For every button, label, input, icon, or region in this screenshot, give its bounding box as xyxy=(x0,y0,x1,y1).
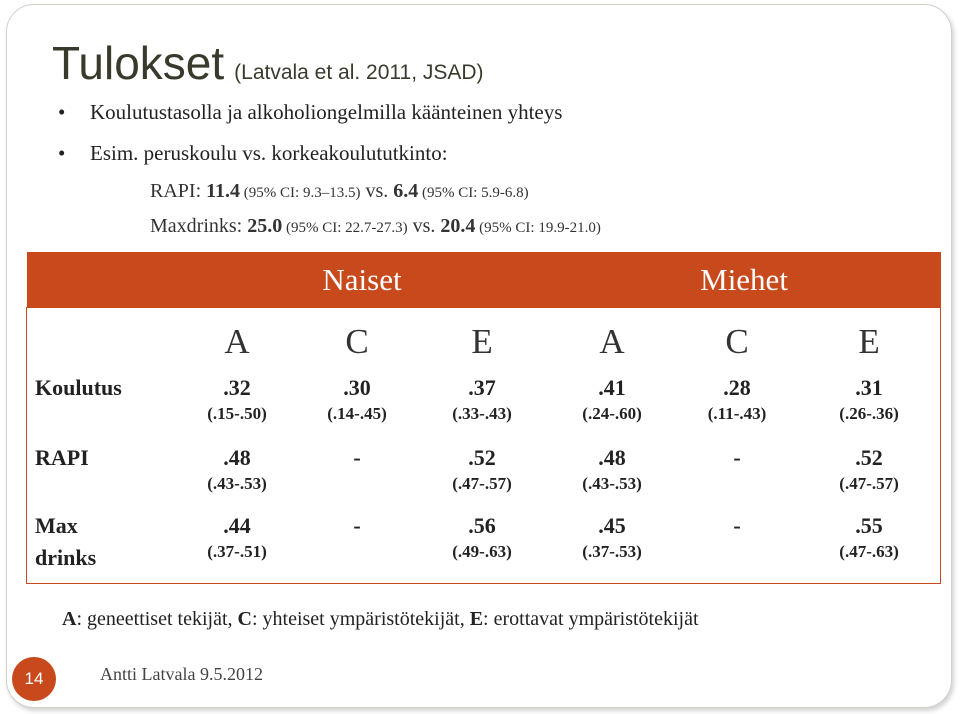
table-cell xyxy=(297,512,417,584)
footnote-text-a: : geneettiset tekijät, xyxy=(76,608,238,630)
footnote-text-c: : yhteiset ympäristötekijät, xyxy=(251,608,470,630)
row-label-text: RAPI xyxy=(35,445,89,470)
group-header-naiset: Naiset xyxy=(177,252,547,309)
cell-value: .52 xyxy=(855,445,883,470)
table-cell xyxy=(417,444,547,512)
cell-value: .44 xyxy=(223,513,251,538)
row-label xyxy=(27,374,177,444)
cell-ci: (.26-.36) xyxy=(839,404,899,423)
table-group-header-row xyxy=(27,252,941,309)
cell-value: .37 xyxy=(468,375,496,400)
footnote-key-e: E xyxy=(469,608,484,630)
bullet-dot-icon: • xyxy=(58,141,66,165)
table-cell xyxy=(797,444,941,512)
page-number: 14 xyxy=(24,669,44,688)
cell-ci: (.47-.57) xyxy=(452,474,512,493)
results-table xyxy=(27,252,941,584)
rapi-label: RAPI: xyxy=(150,180,207,202)
footnote-key-c: C xyxy=(237,608,252,630)
slide-title xyxy=(52,36,484,90)
cell-value: .45 xyxy=(598,513,626,538)
maxdrinks-label: Maxdrinks: xyxy=(150,215,248,237)
cell-ci: (.14-.45) xyxy=(327,404,387,423)
cell-value: .56 xyxy=(468,513,496,538)
cell-ci: (.15-.50) xyxy=(207,404,267,423)
cell-ci: (.47-.57) xyxy=(839,474,899,493)
row-label-text: Max xyxy=(35,513,78,538)
cell-ci: (.37-.51) xyxy=(207,542,267,561)
cell-value: .31 xyxy=(855,375,883,400)
table-cell xyxy=(177,512,297,584)
cell-value: - xyxy=(733,513,741,538)
cell-value: .30 xyxy=(343,375,371,400)
maxdrinks-ci-2: (95% CI: 19.9-21.0) xyxy=(475,220,601,236)
table-cell xyxy=(417,374,547,444)
rapi-ci-1: (95% CI: 9.3–13.5) xyxy=(240,185,361,201)
table-cell xyxy=(297,374,417,444)
cell-value: .48 xyxy=(598,445,626,470)
column-header: A xyxy=(547,309,677,374)
table-cell xyxy=(417,512,547,584)
cell-value: .41 xyxy=(598,375,626,400)
footnote-key-a: A xyxy=(62,608,77,630)
table-cell xyxy=(797,374,941,444)
cell-ci: (.49-.63) xyxy=(452,542,512,561)
author-footer: Antti Latvala 9.5.2012 xyxy=(100,664,263,684)
table-cell xyxy=(177,374,297,444)
page-number-badge xyxy=(12,657,56,701)
table-cell xyxy=(797,512,941,584)
rapi-value-2: 6.4 xyxy=(393,180,419,202)
table-cell xyxy=(297,444,417,512)
table-column-header-row xyxy=(27,309,941,374)
cell-ci: (.11-.43) xyxy=(707,404,767,423)
column-header: E xyxy=(417,309,547,374)
title-citation: (Latvala et al. 2011, JSAD) xyxy=(234,61,484,84)
bullet-text: Koulutustasolla ja alkoholiongelmilla käänteinen yhteys xyxy=(90,100,563,124)
cell-ci: (.24-.60) xyxy=(582,404,642,423)
maxdrinks-value-1: 25.0 xyxy=(247,215,283,237)
table-cell xyxy=(677,374,797,444)
column-header: C xyxy=(297,309,417,374)
maxdrinks-value-2: 20.4 xyxy=(440,215,476,237)
cell-ci: (.47-.63) xyxy=(839,542,899,561)
footnote-text-e: : erottavat ympäristötekijät xyxy=(483,608,699,630)
rapi-vs: vs. xyxy=(360,180,394,202)
cell-ci: (.43-.53) xyxy=(582,474,642,493)
cell-ci: (.43-.53) xyxy=(207,474,267,493)
maxdrinks-ci-1: (95% CI: 22.7-27.3) xyxy=(282,220,408,236)
rapi-ci-2: (95% CI: 5.9-6.8) xyxy=(418,185,529,201)
cell-value: .48 xyxy=(223,445,251,470)
row-label-text: Koulutus xyxy=(35,375,122,400)
row-label-text-2: drinks xyxy=(35,545,97,570)
table-cell xyxy=(177,444,297,512)
column-header: E xyxy=(797,309,941,374)
cell-value: .55 xyxy=(855,513,883,538)
cell-value: - xyxy=(353,445,361,470)
table-cell xyxy=(547,444,677,512)
bullet-text: Esim. peruskoulu vs. korkeakoulututkinto: xyxy=(90,141,448,165)
footnote xyxy=(62,608,699,631)
title-text: Tulokset xyxy=(52,37,225,89)
bullet-dot-icon: • xyxy=(58,100,66,124)
table-row xyxy=(27,512,941,584)
cell-value: .28 xyxy=(723,375,751,400)
table-row xyxy=(27,374,941,444)
cell-value: .32 xyxy=(223,375,251,400)
maxdrinks-vs: vs. xyxy=(407,215,441,237)
row-label xyxy=(27,444,177,512)
column-header: A xyxy=(177,309,297,374)
maxdrinks-comparison-line xyxy=(150,215,601,238)
column-header: C xyxy=(677,309,797,374)
cell-ci: (.37-.53) xyxy=(582,542,642,561)
cell-value: .52 xyxy=(468,445,496,470)
group-header-miehet: Miehet xyxy=(547,252,941,309)
header-blank-cell xyxy=(27,309,177,374)
row-label xyxy=(27,512,177,584)
cell-value: - xyxy=(353,513,361,538)
rapi-value-1: 11.4 xyxy=(206,180,241,202)
table-cell xyxy=(547,374,677,444)
cell-value: - xyxy=(733,445,741,470)
header-blank-cell xyxy=(27,252,177,309)
table-cell xyxy=(547,512,677,584)
table-cell xyxy=(677,512,797,584)
cell-ci: (.33-.43) xyxy=(452,404,512,423)
rapi-comparison-line xyxy=(150,180,529,203)
table-row xyxy=(27,444,941,512)
table-cell xyxy=(677,444,797,512)
